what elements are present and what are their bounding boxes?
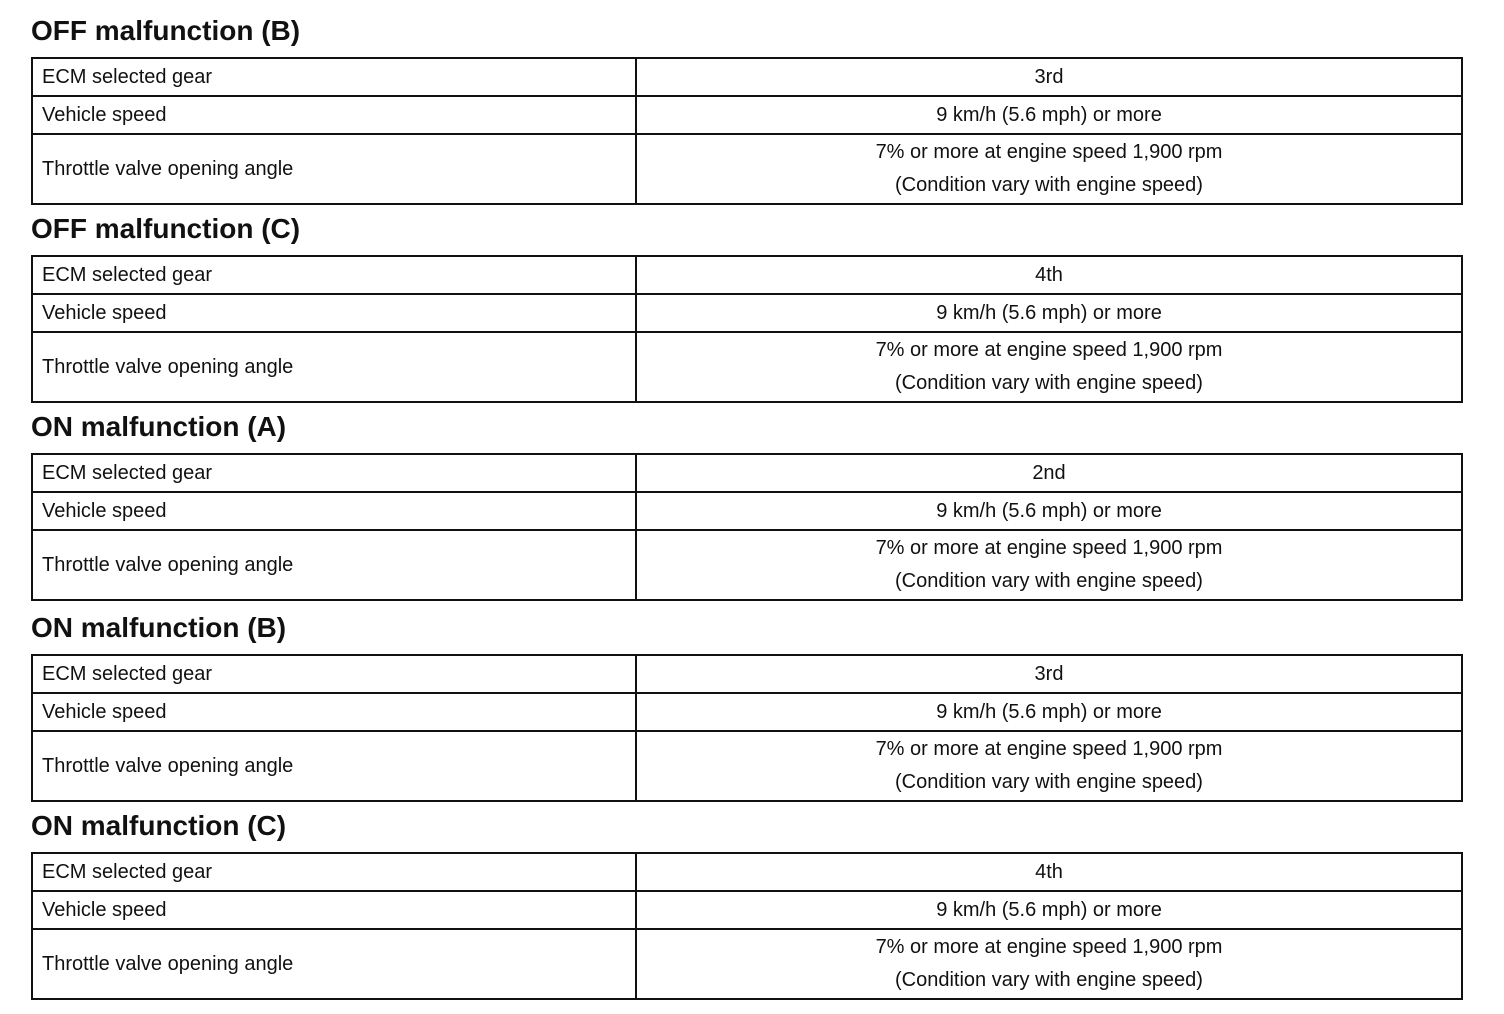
row-label: Vehicle speed — [32, 96, 636, 134]
table-row — [32, 530, 1462, 600]
table-row — [32, 853, 1462, 891]
row-label: Throttle valve opening angle — [32, 134, 636, 204]
row-label: ECM selected gear — [32, 58, 636, 96]
section-off-malfunction-b — [31, 12, 1463, 210]
value-line-2: (Condition vary with engine speed) — [895, 372, 1203, 394]
table-row — [32, 655, 1462, 693]
row-label: Vehicle speed — [32, 891, 636, 929]
row-value: 9 km/h (5.6 mph) or more — [636, 294, 1462, 332]
row-label: ECM selected gear — [32, 853, 636, 891]
row-value — [636, 332, 1462, 402]
row-label: ECM selected gear — [32, 256, 636, 294]
row-label: ECM selected gear — [32, 454, 636, 492]
malfunction-conditions-document — [31, 12, 1463, 1005]
value-line-1: 7% or more at engine speed 1,900 rpm — [875, 738, 1223, 760]
condition-table — [31, 654, 1463, 802]
table-row — [32, 492, 1462, 530]
row-label: Vehicle speed — [32, 693, 636, 731]
row-value: 3rd — [636, 655, 1462, 693]
condition-table — [31, 57, 1463, 205]
row-value — [636, 929, 1462, 999]
row-label: Throttle valve opening angle — [32, 929, 636, 999]
row-value: 3rd — [636, 58, 1462, 96]
row-value — [636, 134, 1462, 204]
section-on-malfunction-b — [31, 609, 1463, 807]
table-row — [32, 256, 1462, 294]
condition-table — [31, 852, 1463, 1000]
table-row — [32, 731, 1462, 801]
row-value — [636, 731, 1462, 801]
section-title: OFF malfunction (B) — [31, 15, 301, 46]
row-value: 9 km/h (5.6 mph) or more — [636, 891, 1462, 929]
row-value: 4th — [636, 853, 1462, 891]
condition-table — [31, 255, 1463, 403]
section-off-malfunction-c — [31, 210, 1463, 408]
row-value: 2nd — [636, 454, 1462, 492]
table-row — [32, 332, 1462, 402]
table-row — [32, 58, 1462, 96]
row-label: Vehicle speed — [32, 492, 636, 530]
row-label: Throttle valve opening angle — [32, 530, 636, 600]
section-title: ON malfunction (B) — [31, 612, 287, 643]
condition-table — [31, 453, 1463, 601]
table-row — [32, 96, 1462, 134]
value-line-1: 7% or more at engine speed 1,900 rpm — [875, 537, 1223, 559]
table-row — [32, 891, 1462, 929]
section-title: ON malfunction (C) — [31, 810, 287, 841]
row-value: 9 km/h (5.6 mph) or more — [636, 492, 1462, 530]
row-value: 9 km/h (5.6 mph) or more — [636, 693, 1462, 731]
value-line-2: (Condition vary with engine speed) — [895, 969, 1203, 991]
value-line-2: (Condition vary with engine speed) — [895, 174, 1203, 196]
row-label: Throttle valve opening angle — [32, 332, 636, 402]
row-value: 4th — [636, 256, 1462, 294]
value-line-1: 7% or more at engine speed 1,900 rpm — [875, 339, 1223, 361]
row-value: 9 km/h (5.6 mph) or more — [636, 96, 1462, 134]
value-line-1: 7% or more at engine speed 1,900 rpm — [875, 141, 1223, 163]
section-on-malfunction-a — [31, 408, 1463, 609]
row-label: Vehicle speed — [32, 294, 636, 332]
section-title: OFF malfunction (C) — [31, 213, 301, 244]
table-row — [32, 693, 1462, 731]
value-line-2: (Condition vary with engine speed) — [895, 570, 1203, 592]
row-value — [636, 530, 1462, 600]
value-line-1: 7% or more at engine speed 1,900 rpm — [875, 936, 1223, 958]
table-row — [32, 454, 1462, 492]
section-title: ON malfunction (A) — [31, 411, 287, 442]
table-row — [32, 294, 1462, 332]
value-line-2: (Condition vary with engine speed) — [895, 771, 1203, 793]
table-row — [32, 929, 1462, 999]
row-label: ECM selected gear — [32, 655, 636, 693]
section-on-malfunction-c — [31, 807, 1463, 1005]
table-row — [32, 134, 1462, 204]
row-label: Throttle valve opening angle — [32, 731, 636, 801]
